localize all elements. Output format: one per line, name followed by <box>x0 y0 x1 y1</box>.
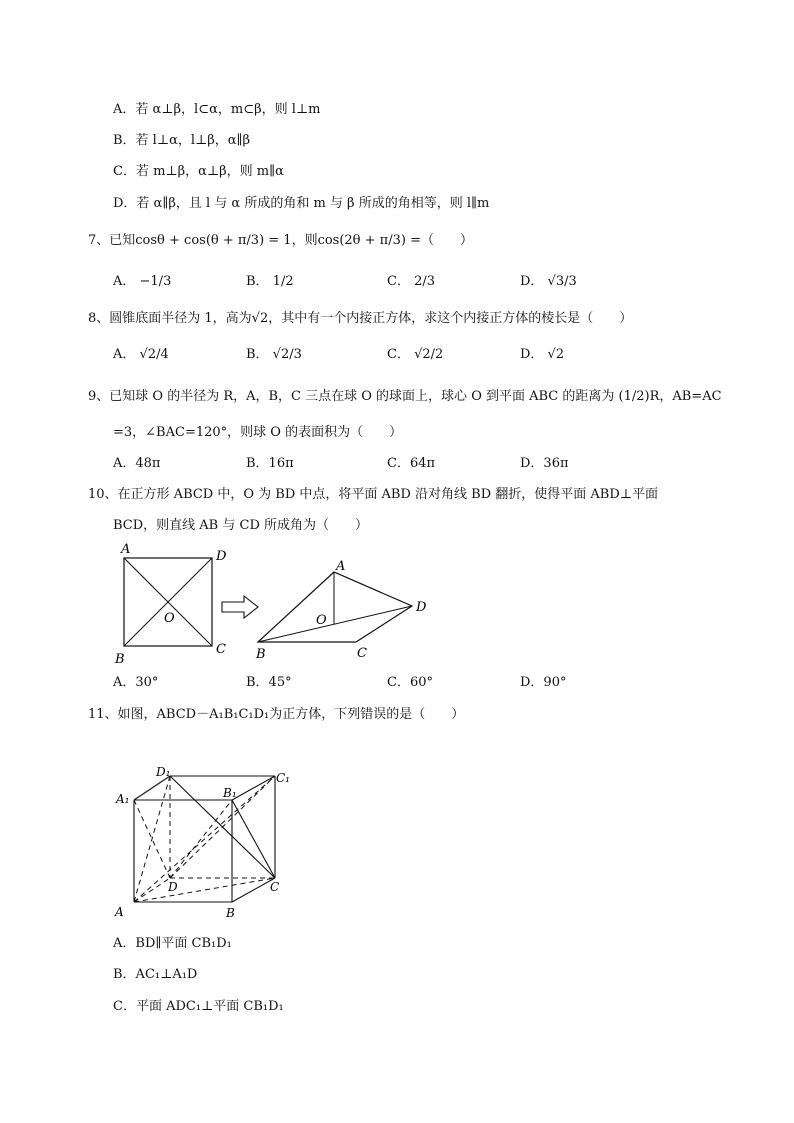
q9-stem-line1: 9、已知球 O 的半径为 R，A，B，C 三点在球 O 的球面上，球心 O 到平面 ABC 的距离为 (1/2)R，AB=AC <box>88 389 722 404</box>
q10-option-a: A．30° <box>113 675 159 690</box>
cube-label-d1: D₁ <box>156 765 171 779</box>
q9-option-a: A．48π <box>113 456 161 471</box>
square-label-o: O <box>164 611 175 626</box>
square-label-c: C <box>216 642 226 657</box>
q11-cube-figure <box>105 760 305 925</box>
q9-option-b: B．16π <box>246 456 294 471</box>
q11-option-c: C．平面 ADC₁⊥平面 CB₁D₁ <box>113 999 284 1014</box>
fold-label-c: C <box>357 646 367 661</box>
fold-label-b: B <box>256 647 266 662</box>
q7-stem: 7、已知cosθ + cos(θ + π/3) = 1，则cos(2θ + π/3) =（ ） <box>88 233 473 248</box>
q8-stem: 8、圆锥底面半径为 1，高为√2，其中有一个内接正方体，求这个内接正方体的棱长是（ ） <box>88 311 633 326</box>
q7-option-d: D． √3/3 <box>520 274 577 289</box>
square-label-a: A <box>121 542 131 557</box>
q10-option-c: C．60° <box>387 675 433 690</box>
cube-label-c1: C₁ <box>276 771 290 785</box>
folded-line-bd <box>258 606 412 642</box>
edge-b1c1 <box>232 776 275 800</box>
q10-option-b: B．45° <box>246 675 292 690</box>
hidden-line-d1a <box>134 776 170 902</box>
q6-option-b: B．若 l⊥α，l⊥β，α∥β <box>113 133 251 148</box>
square-label-d: D <box>216 549 227 564</box>
square-label-b: B <box>115 652 125 667</box>
fold-label-o: O <box>316 613 327 628</box>
q10-option-d: D．90° <box>520 675 567 690</box>
fold-label-d: D <box>416 600 427 615</box>
q7-option-c: C． 2/3 <box>387 274 436 289</box>
q6-option-c: C．若 m⊥β，α⊥β，则 m∥α <box>113 164 284 179</box>
cube-label-d: D <box>168 880 178 894</box>
q9-option-d: D．36π <box>520 456 569 471</box>
q7-option-a: A． −1/3 <box>113 274 172 289</box>
q11-option-a: A．BD∥平面 CB₁D₁ <box>113 936 232 951</box>
q10-stem-line2: BCD，则直线 AB 与 CD 所成角为（ ） <box>113 518 369 533</box>
q10-options <box>113 666 713 700</box>
cube-label-b: B <box>226 906 235 920</box>
cube-label-c: C <box>270 880 280 894</box>
fold-label-a: A <box>336 559 346 574</box>
fold-arrow-icon <box>222 596 258 618</box>
line-b1c <box>232 800 275 878</box>
q8-options <box>113 338 713 372</box>
cube-label-b1: B₁ <box>223 786 237 800</box>
q8-option-b: B． √2/3 <box>246 347 302 362</box>
q7-option-b: B． 1/2 <box>246 274 294 289</box>
q8-option-d: D． √2 <box>520 347 565 362</box>
q10-figure <box>110 540 440 670</box>
cube-label-a1: A₁ <box>116 792 130 806</box>
q7-options <box>113 265 713 299</box>
folded-outline <box>258 572 412 642</box>
q11-option-b: B．AC₁⊥A₁D <box>113 967 198 982</box>
q8-option-a: A． √2/4 <box>113 347 169 362</box>
q6-option-d: D．若 α∥β，且 l 与 α 所成的角和 m 与 β 所成的角相等，则 l∥m <box>113 196 490 211</box>
q6-option-a: A．若 α⊥β，l⊂α，m⊂β，则 l⊥m <box>113 102 321 117</box>
q11-stem: 11、如图，ABCD－A₁B₁C₁D₁为正方体，下列错误的是（ ） <box>88 707 465 722</box>
q8-option-c: C． √2/2 <box>387 347 444 362</box>
hidden-line-db1 <box>170 800 232 878</box>
q9-option-c: C．64π <box>387 456 436 471</box>
cube-label-a: A <box>115 905 124 919</box>
q9-stem-line2: =3，∠BAC=120°，则球 O 的表面积为（ ） <box>113 425 403 440</box>
q9-options <box>113 447 713 481</box>
q10-stem-line1: 10、在正方形 ABCD 中，O 为 BD 中点，将平面 ABD 沿对角线 BD 翻折，使得平面 ABD⊥平面 <box>88 487 658 502</box>
